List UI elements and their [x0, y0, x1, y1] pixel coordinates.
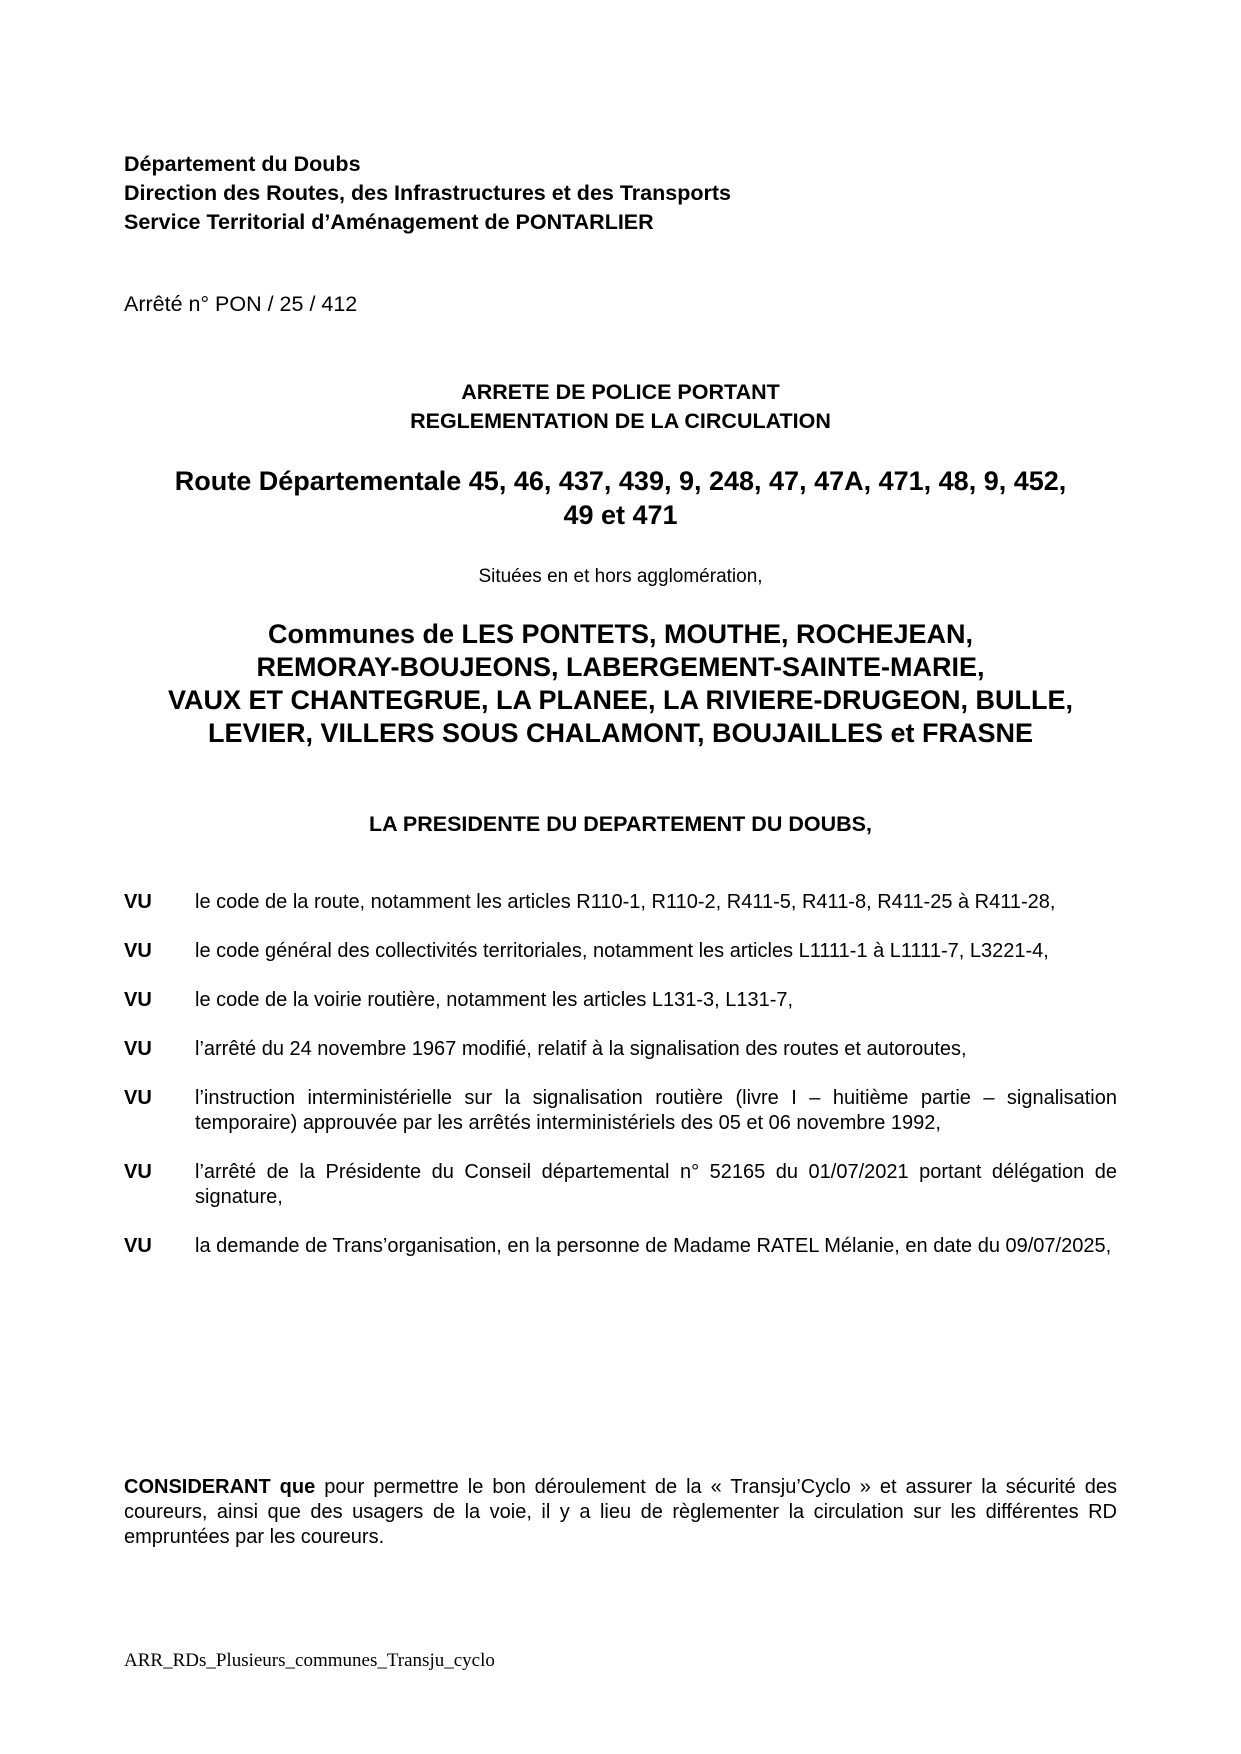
issuer-header [124, 150, 731, 237]
vu-item [124, 1037, 1117, 1062]
communes-line-4: LEVIER, VILLERS SOUS CHALAMONT, BOUJAILLES et FRASNE [207, 718, 1034, 748]
vu-label: VU [124, 940, 152, 962]
considerant-text: pour permettre le bon déroulement de la « Transju’Cyclo » et assurer la sécurité des coureurs, ainsi que des usagers de la voie, il y a lieu de règlementer la circulation sur les différentes RD empruntées par les coureurs. [124, 1476, 1117, 1548]
vu-item [124, 1086, 1117, 1136]
route-line-1: Route Départementale 45, 46, 437, 439, 9, 248, 47, 47A, 471, 48, 9, 452, [174, 466, 1067, 496]
vu-text: l’instruction interministérielle sur la signalisation routière (livre I – huitième partie – signalisation temporaire) approuvée par les arrêtés interministériels des 05 et 06 novembre 1992, [195, 1087, 1117, 1134]
issuer-service: Service Territorial d’Aménagement de PONTARLIER [124, 210, 654, 234]
issuer-direction: Direction des Routes, des Infrastructures et des Transports [124, 181, 731, 205]
route-line-2: 49 et 471 [563, 500, 678, 530]
arrete-number: Arrêté n° PON / 25 / 412 [124, 292, 358, 316]
communes-heading [124, 618, 1117, 750]
vu-text: l’arrêté de la Présidente du Conseil départemental n° 52165 du 01/07/2021 portant délégation de signature, [195, 1161, 1117, 1208]
considerant-label: CONSIDERANT [124, 1476, 271, 1498]
vu-item [124, 988, 1117, 1013]
vu-label: VU [124, 891, 152, 913]
vu-text: le code général des collectivités territoriales, notamment les articles L1111-1 à L1111-7, L3221-4, [195, 940, 1049, 962]
communes-line-1: Communes de LES PONTETS, MOUTHE, ROCHEJEAN, [267, 619, 974, 649]
issuer-department: Département du Doubs [124, 152, 361, 176]
communes-line-2: REMORAY-BOUJEONS, LABERGEMENT-SAINTE-MARIE, [256, 652, 985, 682]
vu-text: le code de la voirie routière, notamment les articles L131-3, L131-7, [195, 989, 794, 1011]
title-line-1: ARRETE DE POLICE PORTANT [461, 380, 780, 404]
vu-text: le code de la route, notamment les articles R110-1, R110-2, R411-5, R411-8, R411-25 à R411-28, [195, 891, 1056, 913]
vu-label: VU [124, 1087, 152, 1109]
vu-label: VU [124, 989, 152, 1011]
considerant-que: que [279, 1476, 316, 1498]
vu-list [124, 890, 1117, 1283]
vu-item [124, 1160, 1117, 1210]
vu-text: la demande de Trans’organisation, en la personne de Madame RATEL Mélanie, en date du 09/07/2025, [195, 1235, 1112, 1257]
vu-label: VU [124, 1161, 152, 1183]
route-heading [124, 464, 1117, 532]
title-line-2: REGLEMENTATION DE LA CIRCULATION [410, 409, 831, 433]
vu-label: VU [124, 1235, 152, 1257]
vu-item [124, 1234, 1117, 1259]
communes-line-3: VAUX ET CHANTEGRUE, LA PLANEE, LA RIVIERE-DRUGEON, BULLE, [167, 685, 1074, 715]
vu-item [124, 939, 1117, 964]
location-note: Situées en et hors agglomération, [478, 566, 763, 587]
considerant-paragraph [124, 1475, 1117, 1550]
document-title [124, 378, 1117, 436]
vu-label: VU [124, 1038, 152, 1060]
vu-item [124, 890, 1117, 915]
footer-filename: ARR_RDs_Plusieurs_communes_Transju_cyclo [124, 1650, 495, 1671]
vu-text: l’arrêté du 24 novembre 1967 modifié, relatif à la signalisation des routes et autoroutes, [195, 1038, 967, 1060]
authority-heading: LA PRESIDENTE DU DEPARTEMENT DU DOUBS, [369, 812, 872, 836]
